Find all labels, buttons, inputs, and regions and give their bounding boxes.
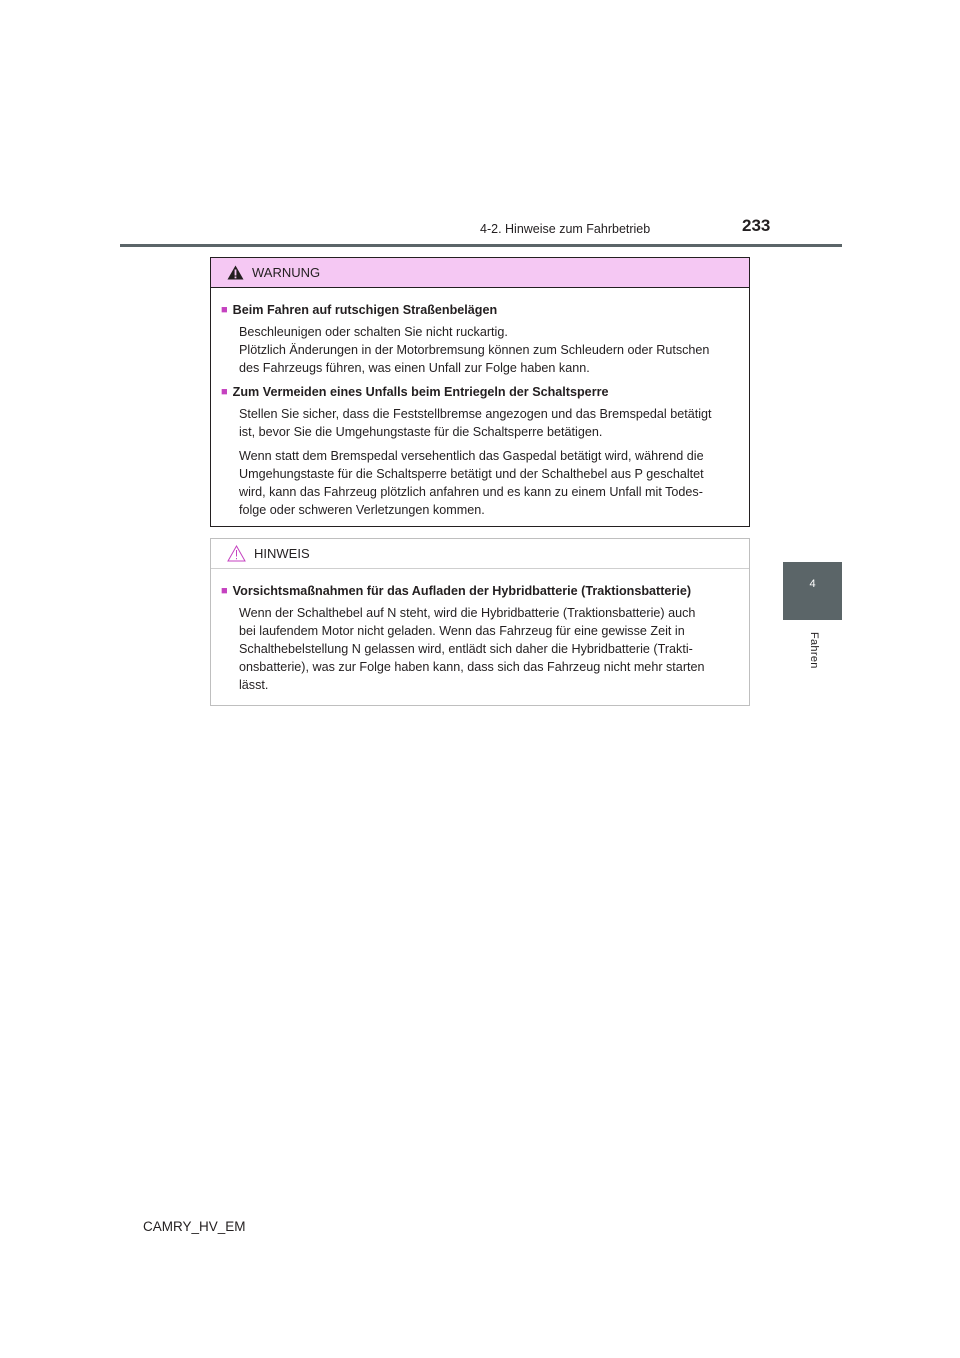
notice-paragraph — [239, 604, 740, 694]
notice-header — [211, 539, 749, 569]
footer-code: CAMRY_HV_EM — [143, 1219, 246, 1234]
text-line: Umgehungstaste für die Schaltsperre betätigt und der Schalthebel aus P geschaltet — [239, 467, 704, 481]
warning-paragraph — [239, 323, 740, 377]
text-line: lässt. — [239, 678, 269, 692]
heading-text: Vorsichtsmaßnahmen für das Aufladen der Hybridbatterie (Traktionsbatterie) — [232, 584, 692, 598]
notice-title: HINWEIS — [254, 546, 310, 561]
warning-header — [211, 258, 749, 288]
text-line: des Fahrzeugs führen, was einen Unfall zur Folge haben kann. — [239, 361, 590, 375]
text-line: onsbatterie), was zur Folge haben kann, dass sich das Fahrzeug nicht mehr starten — [239, 660, 705, 674]
chapter-label: Fahren — [808, 632, 820, 669]
notice-box — [210, 538, 750, 706]
text-line: Wenn statt dem Bremspedal versehentlich das Gaspedal betätigt wird, während die — [239, 449, 704, 463]
warning-item-heading — [221, 301, 740, 319]
text-line: Schalthebelstellung N gelassen wird, entlädt sich daher die Hybridbatterie (Trakti- — [239, 642, 693, 656]
text-line: Wenn der Schalthebel auf N steht, wird die Hybridbatterie (Traktionsbatterie) auch — [239, 606, 696, 620]
chapter-number: 4 — [809, 578, 816, 590]
page-header-section: 4-2. Hinweise zum Fahrbetrieb — [480, 222, 651, 236]
notice-body — [211, 569, 749, 694]
warning-title: WARNUNG — [252, 265, 321, 280]
warning-paragraph — [239, 405, 740, 441]
text-line: wird, kann das Fahrzeug plötzlich anfahren und es kann zu einem Unfall mit Todes- — [239, 485, 703, 499]
text-line: ist, bevor Sie die Umgehungstaste für die Schaltsperre betätigen. — [239, 425, 603, 439]
text-line: Stellen Sie sicher, dass die Feststellbremse angezogen und das Bremspedal betätigt — [239, 407, 712, 421]
warning-body — [211, 288, 749, 519]
text-line: folge oder schweren Verletzungen kommen. — [239, 503, 485, 517]
notice-item-heading — [221, 582, 740, 600]
text-line: Plötzlich Änderungen in der Motorbremsung können zum Schleudern oder Rutschen — [239, 343, 710, 357]
warning-box — [210, 257, 750, 527]
text-line: Beschleunigen oder schalten Sie nicht ruckartig. — [239, 325, 508, 339]
square-bullet-icon: ■ — [221, 386, 228, 398]
square-bullet-icon: ■ — [221, 304, 228, 316]
warning-triangle-filled-icon — [227, 265, 244, 280]
text-line: bei laufendem Motor nicht geladen. Wenn das Fahrzeug für eine gewisse Zeit in — [239, 624, 685, 638]
warning-paragraph — [239, 447, 740, 519]
header-rule — [120, 244, 842, 247]
heading-text: Zum Vermeiden eines Unfalls beim Entriegeln der Schaltsperre — [232, 385, 609, 399]
chapter-tab[interactable] — [783, 562, 842, 620]
warning-triangle-outline-icon — [227, 545, 246, 562]
warning-item-heading — [221, 383, 740, 401]
page-number: 233 — [742, 216, 771, 235]
square-bullet-icon: ■ — [221, 585, 228, 597]
heading-text: Beim Fahren auf rutschigen Straßenbelägen — [232, 303, 498, 317]
